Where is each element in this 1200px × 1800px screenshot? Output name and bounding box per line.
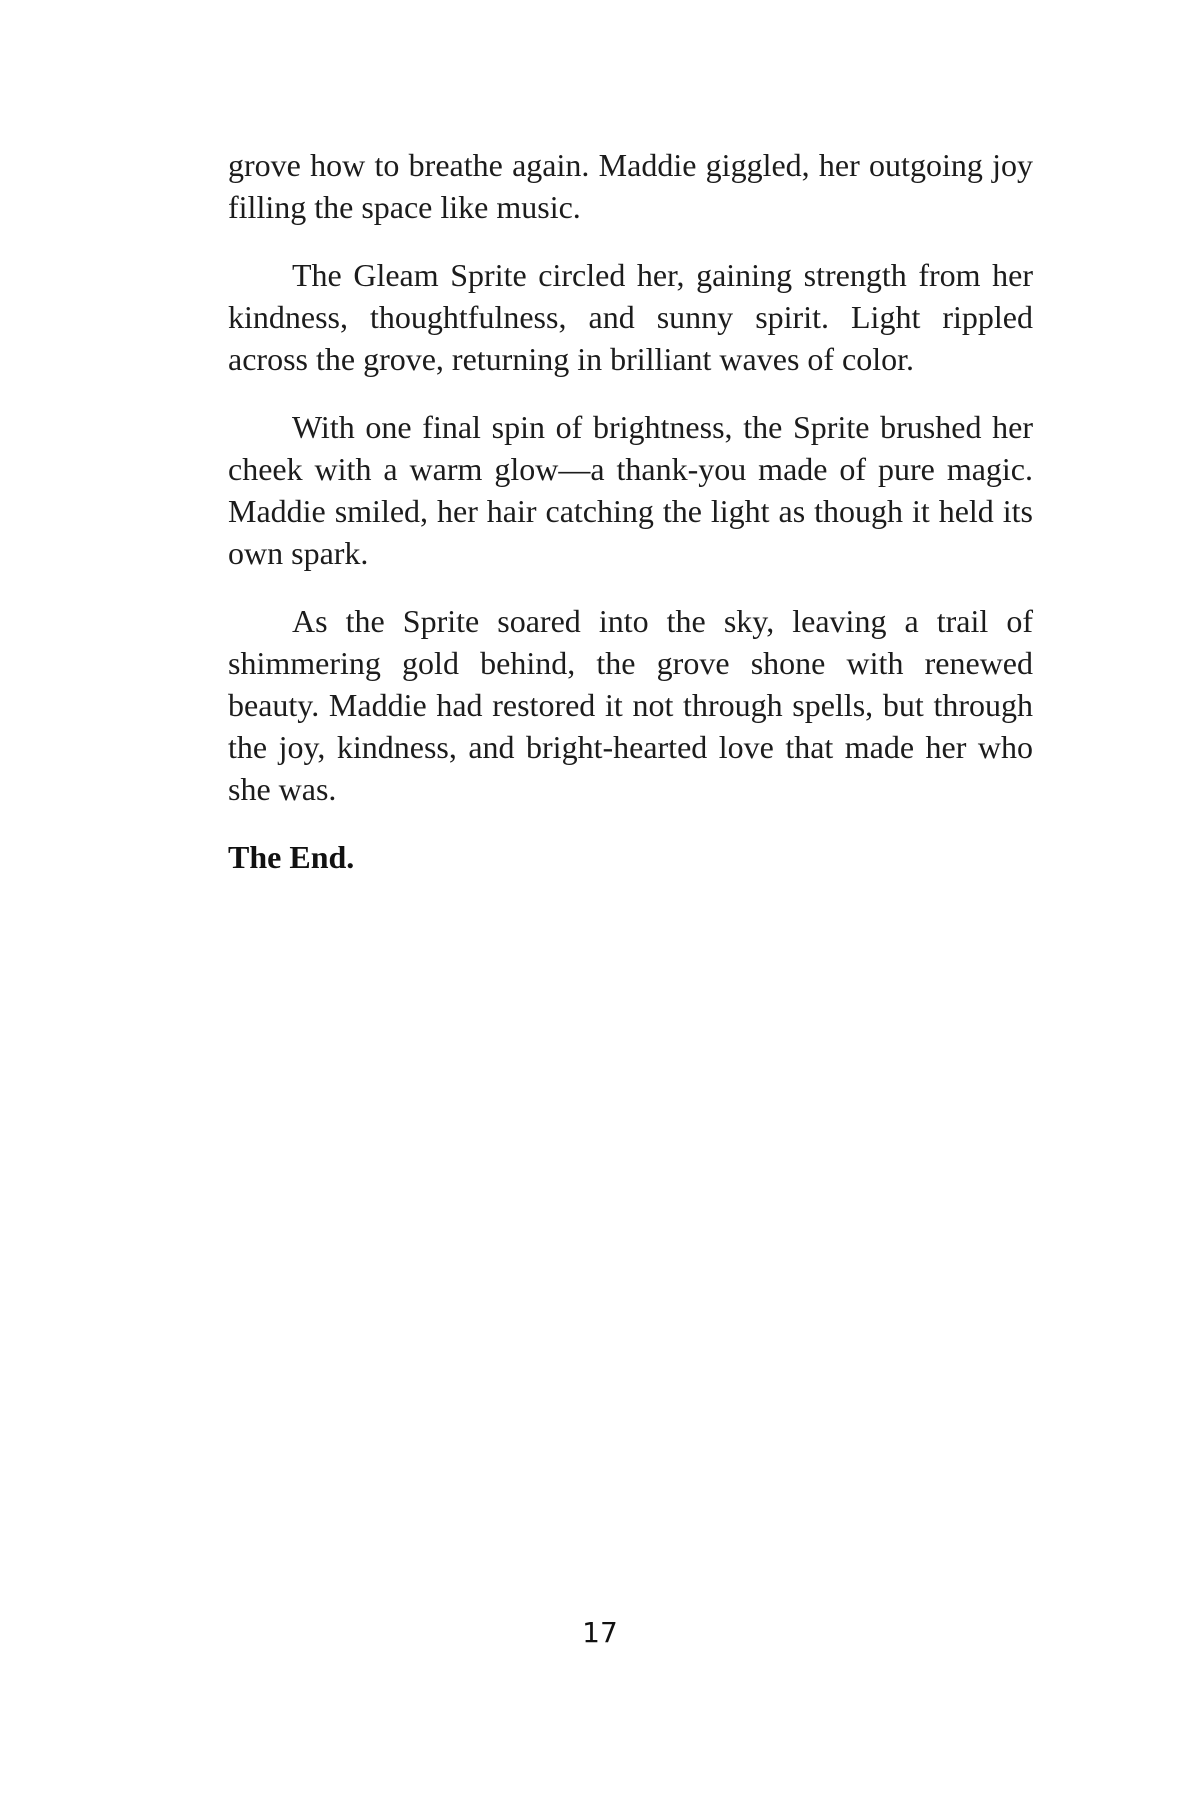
page-number: 17	[582, 1616, 618, 1649]
paragraph-3: With one final spin of brightness, the Sprite brushed her cheek with a warm glow—a thank-you made of pure magic. Maddie smiled, her hair catching the light as though it held its own spark.	[228, 409, 1033, 571]
paragraph-4: As the Sprite soared into the sky, leaving a trail of shimmering gold behind, the grove shone with renewed beauty. Maddie had restored it not through spells, but through the joy, kindness, and bright-hearted love that made her who she was.	[228, 603, 1033, 807]
paragraph-2: The Gleam Sprite circled her, gaining strength from her kindness, thoughtfulness, and sunny spirit. Light rippled across the grove, returning in brilliant waves of color.	[228, 257, 1033, 377]
story-text	[228, 144, 1033, 878]
paragraph-1: grove how to breathe again. Maddie giggled, her outgoing joy filling the space like music.	[228, 147, 1033, 225]
the-end-heading: The End.	[228, 839, 355, 875]
